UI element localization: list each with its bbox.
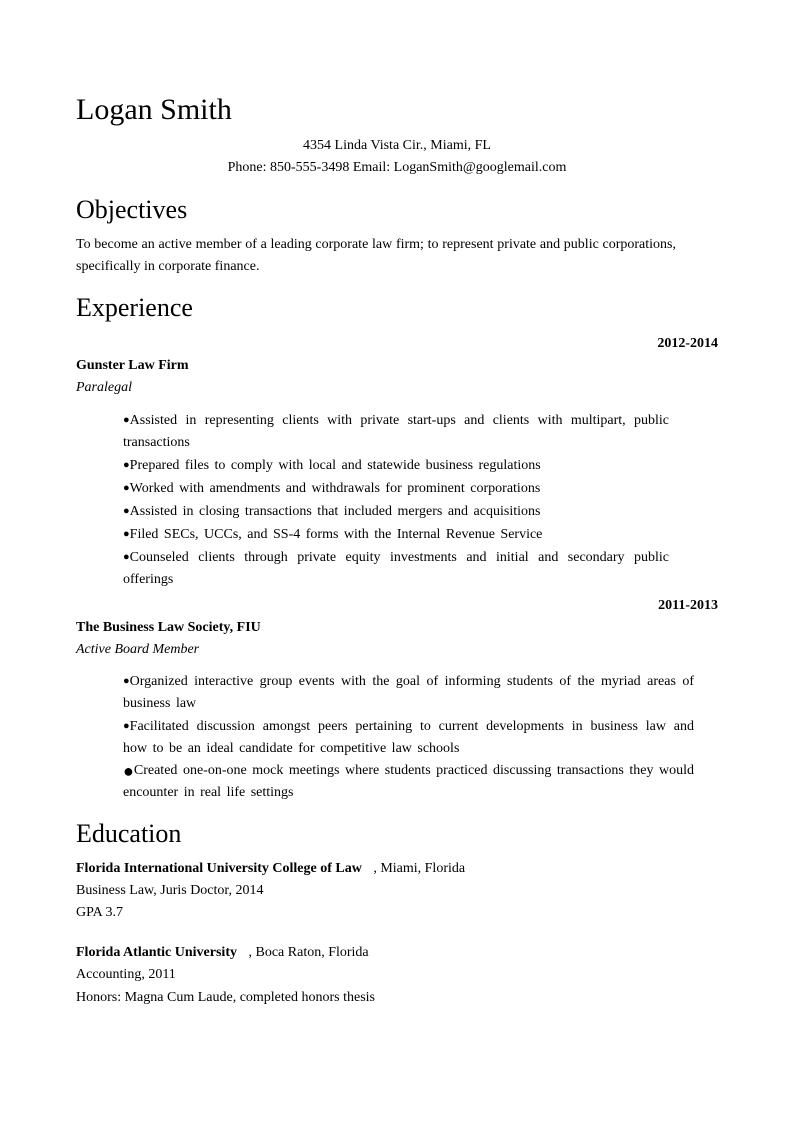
bullet-icon: ● — [123, 414, 130, 426]
bullet-icon: ● — [123, 505, 130, 517]
job-bullet-list — [123, 409, 669, 591]
objectives-heading: Objectives — [76, 195, 188, 224]
candidate-name: Logan Smith — [76, 93, 232, 126]
list-item: ●Filed SECs, UCCs, and SS-4 forms with the Internal Revenue Service — [123, 523, 669, 546]
bullet-icon: ● — [123, 551, 130, 563]
bullet-icon: ● — [123, 459, 130, 471]
school-heading — [76, 860, 465, 878]
job-role: Active Board Member — [76, 642, 200, 657]
school-location: , Miami, Florida — [369, 861, 466, 876]
bullet-icon: ● — [123, 720, 130, 732]
contact-line: Phone: 850-555-3498 Email: LoganSmith@googlemail.com — [227, 160, 567, 175]
list-item: ●Counseled clients through private equity investments and initial and secondary public offerings — [123, 546, 669, 591]
job-dates: 2011-2013 — [658, 598, 718, 613]
school-name: Florida Atlantic University — [76, 945, 237, 960]
job-role: Paralegal — [76, 380, 132, 395]
degree-line: Business Law, Juris Doctor, 2014 — [76, 883, 264, 898]
list-item: ●Created one-on-one mock meetings where students practiced discussing transactions they would encounter in real life settings — [123, 761, 694, 800]
job-bullet-list — [123, 670, 694, 804]
bullet-icon: ● — [123, 675, 130, 687]
school-heading — [76, 944, 369, 962]
education-heading: Education — [76, 819, 182, 848]
list-item: ●Assisted in closing transactions that included mergers and acquisitions — [123, 500, 669, 523]
list-item: ●Prepared files to comply with local and statewide business regulations — [123, 454, 669, 477]
honors-line: Honors: Magna Cum Laude, completed honors thesis — [76, 990, 376, 1005]
bullet-icon: ● — [123, 761, 134, 781]
objectives-text: To become an active member of a leading corporate law firm; to represent private and public corporations, specifically in corporate finance. — [76, 237, 676, 274]
job-organization: The Business Law Society, FIU — [76, 620, 261, 635]
experience-heading: Experience — [76, 293, 193, 322]
list-item: ●Worked with amendments and withdrawals for prominent corporations — [123, 477, 669, 500]
bullet-icon: ● — [123, 528, 130, 540]
list-item: ●Organized interactive group events with the goal of informing students of the myriad areas of business law — [123, 670, 694, 715]
gpa-line: GPA 3.7 — [76, 905, 123, 920]
job-organization: Gunster Law Firm — [76, 358, 189, 373]
degree-line: Accounting, 2011 — [76, 967, 176, 982]
bullet-icon: ● — [123, 482, 130, 494]
address-line: 4354 Linda Vista Cir., Miami, FL — [303, 138, 491, 153]
school-location: , Boca Raton, Florida — [245, 945, 369, 960]
job-dates: 2012-2014 — [657, 336, 718, 351]
school-name: Florida International University College of Law — [76, 861, 362, 876]
list-item: ●Assisted in representing clients with private start-ups and clients with multipart, public transactions — [123, 409, 669, 454]
list-item: ●Facilitated discussion amongst peers pertaining to current developments in business law and how to be an ideal candidate for competitive law schools — [123, 715, 694, 760]
